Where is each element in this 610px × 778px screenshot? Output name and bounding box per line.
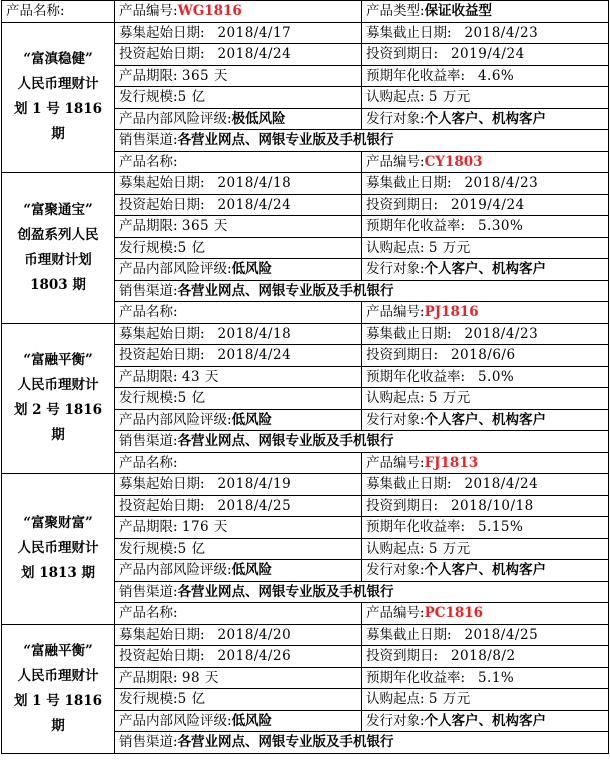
product-code-cell (362, 302, 609, 324)
yield-value: 5.1% (477, 669, 515, 686)
term-cell (115, 366, 362, 388)
yield-label: 预期年化收益率: (366, 669, 466, 686)
product-row (2, 624, 609, 646)
raise-end-value: 2018/4/23 (464, 175, 539, 192)
channel-label: 销售渠道: (119, 583, 178, 600)
term-label: 产品期限: (119, 67, 178, 84)
scale-value: 5 亿 (177, 390, 206, 407)
code-value: FJ1813 (424, 454, 479, 471)
min-purchase-cell (362, 689, 609, 711)
risk-level-label: 产品内部风险评级: (119, 712, 232, 729)
min-purchase-label: 认购起点: (366, 239, 425, 256)
scale-value: 5 亿 (177, 89, 206, 106)
product-code-label: 产品编号: (366, 605, 425, 622)
product-name-label: 产品名称: (119, 454, 178, 471)
scale-label: 发行规模: (119, 390, 178, 407)
scale-value: 5 亿 (177, 691, 206, 708)
product-name-cell (2, 173, 115, 324)
raise-start-value: 2018/4/18 (217, 175, 292, 192)
raise-start-cell (115, 624, 362, 646)
raise-end-label: 募集截止日期: (366, 24, 452, 41)
scale-label: 发行规模: (119, 540, 178, 557)
product-name-label: 产品名称: (119, 304, 178, 321)
risk-level-label: 产品内部风险评级: (119, 562, 232, 579)
raise-start-value: 2018/4/20 (217, 626, 292, 643)
product-row (2, 173, 609, 195)
min-purchase-label: 认购起点: (366, 540, 425, 557)
min-purchase-label: 认购起点: (366, 390, 425, 407)
term-value: 365 天 (181, 67, 228, 84)
raise-end-label: 募集截止日期: (366, 626, 452, 643)
product-name-line: 人民币理财计 (17, 76, 99, 93)
term-value: 176 天 (181, 519, 228, 536)
target-cell (362, 710, 609, 732)
raise-end-label: 募集截止日期: (366, 325, 452, 342)
min-purchase-value: 5 万元 (428, 239, 471, 256)
product-name-line: “富聚通宝” (23, 201, 93, 218)
invest-end-cell (362, 194, 609, 216)
product-name-line: 划 1813 期 (21, 565, 95, 582)
invest-start-label: 投资起始日期: (119, 347, 205, 364)
raise-start-value: 2018/4/17 (217, 24, 292, 41)
invest-start-cell (115, 495, 362, 517)
raise-start-label: 募集起始日期: (119, 476, 205, 493)
invest-end-value: 2018/10/18 (450, 497, 534, 514)
product-name-cell (2, 624, 115, 753)
target-value: 个人客户、机构客户 (424, 110, 547, 127)
channel-label: 销售渠道: (119, 282, 178, 299)
target-label: 发行对象: (366, 712, 425, 729)
yield-value: 4.6% (477, 67, 515, 84)
invest-start-label: 投资起始日期: (119, 497, 205, 514)
product-name-line: “富聚财富” (23, 515, 93, 532)
yield-label: 预期年化收益率: (366, 368, 466, 385)
product-code-cell (115, 1, 362, 23)
scale-label: 发行规模: (119, 239, 178, 256)
min-purchase-value: 5 万元 (428, 390, 471, 407)
term-label: 产品期限: (119, 368, 178, 385)
term-label: 产品期限: (119, 519, 178, 536)
product-name-line: 划 1 号 1816 期 (13, 101, 103, 143)
invest-start-cell (115, 194, 362, 216)
raise-end-label: 募集截止日期: (366, 476, 452, 493)
target-label: 发行对象: (366, 261, 425, 278)
target-value: 个人客户、机构客户 (424, 411, 547, 428)
yield-cell (362, 216, 609, 238)
invest-end-cell (362, 345, 609, 367)
product-name-cell (2, 474, 115, 625)
raise-end-value: 2018/4/24 (464, 476, 539, 493)
raise-start-cell (115, 22, 362, 44)
yield-label: 预期年化收益率: (366, 519, 466, 536)
target-value: 个人客户、机构客户 (424, 261, 547, 278)
product-name-label-cell (2, 1, 115, 23)
term-cell (115, 517, 362, 539)
raise-start-value: 2018/4/18 (217, 325, 292, 342)
invest-start-value: 2018/4/26 (217, 648, 292, 665)
yield-value: 5.0% (477, 368, 515, 385)
invest-end-label: 投资到期日: (366, 347, 439, 364)
min-purchase-value: 5 万元 (428, 540, 471, 557)
term-cell (115, 65, 362, 87)
term-label: 产品期限: (119, 669, 178, 686)
raise-end-cell (362, 624, 609, 646)
raise-start-value: 2018/4/19 (217, 476, 292, 493)
yield-cell (362, 667, 609, 689)
product-name-label: 产品名称: (6, 3, 65, 20)
risk-level-value: 低风险 (231, 562, 273, 579)
product-code-label: 产品编号: (119, 3, 178, 20)
min-purchase-cell (362, 388, 609, 410)
target-label: 发行对象: (366, 411, 425, 428)
product-code-label: 产品编号: (366, 304, 425, 321)
channel-cell (115, 431, 609, 453)
min-purchase-cell (362, 538, 609, 560)
channel-value: 各营业网点、网银专业版及手机银行 (177, 132, 394, 149)
raise-end-value: 2018/4/23 (464, 24, 539, 41)
product-name-label-cell (115, 452, 362, 474)
risk-level-cell (115, 560, 362, 582)
yield-cell (362, 366, 609, 388)
target-label: 发行对象: (366, 562, 425, 579)
term-value: 98 天 (181, 669, 219, 686)
code-value: PJ1816 (424, 304, 479, 321)
raise-end-cell (362, 173, 609, 195)
channel-cell (115, 280, 609, 302)
invest-start-cell (115, 646, 362, 668)
risk-level-value: 低风险 (231, 411, 273, 428)
channel-cell (115, 130, 609, 152)
raise-end-cell (362, 22, 609, 44)
scale-label: 发行规模: (119, 89, 178, 106)
product-row (2, 323, 609, 345)
raise-start-cell (115, 323, 362, 345)
raise-start-label: 募集起始日期: (119, 325, 205, 342)
raise-end-cell (362, 323, 609, 345)
code-value: PC1816 (424, 605, 484, 622)
invest-end-label: 投资到期日: (366, 196, 439, 213)
invest-end-value: 2018/6/6 (450, 347, 516, 364)
product-name-line: 创盈系列人民 (17, 226, 99, 243)
invest-start-label: 投资起始日期: (119, 196, 205, 213)
target-value: 个人客户、机构客户 (424, 562, 547, 579)
product-row-header (2, 1, 609, 23)
product-name-label-cell (115, 151, 362, 173)
channel-value: 各营业网点、网银专业版及手机银行 (177, 734, 394, 751)
product-code-label: 产品编号: (366, 454, 425, 471)
product-name-line: 人民币理财计 (17, 667, 99, 684)
min-purchase-cell (362, 87, 609, 109)
risk-level-value: 极低风险 (231, 110, 286, 127)
invest-end-value: 2018/8/2 (450, 648, 516, 665)
invest-end-label: 投资到期日: (366, 648, 439, 665)
channel-value: 各营业网点、网银专业版及手机银行 (177, 583, 394, 600)
invest-end-label: 投资到期日: (366, 497, 439, 514)
risk-level-cell (115, 108, 362, 130)
channel-value: 各营业网点、网银专业版及手机银行 (177, 433, 394, 450)
invest-start-value: 2018/4/24 (217, 347, 292, 364)
product-name-line: 划 2 号 1816 期 (13, 402, 103, 444)
channel-cell (115, 732, 609, 754)
min-purchase-cell (362, 237, 609, 259)
target-cell (362, 108, 609, 130)
risk-level-label: 产品内部风险评级: (119, 110, 232, 127)
invest-end-cell (362, 44, 609, 66)
min-purchase-value: 5 万元 (428, 691, 471, 708)
raise-end-label: 募集截止日期: (366, 175, 452, 192)
product-name-label-cell (115, 302, 362, 324)
product-name-line: 1803 期 (30, 276, 86, 293)
raise-start-label: 募集起始日期: (119, 175, 205, 192)
invest-end-cell (362, 646, 609, 668)
invest-start-value: 2018/4/25 (217, 497, 292, 514)
target-value: 个人客户、机构客户 (424, 712, 547, 729)
product-name-line: 划 1 号 1816 期 (13, 692, 103, 734)
raise-start-label: 募集起始日期: (119, 626, 205, 643)
channel-label: 销售渠道: (119, 132, 178, 149)
yield-value: 5.30% (477, 218, 524, 235)
scale-cell (115, 237, 362, 259)
product-name-line: “富滇稳健” (23, 51, 93, 68)
product-name-line: 币理财计划 (24, 251, 92, 268)
risk-level-cell (115, 409, 362, 431)
term-cell (115, 216, 362, 238)
scale-label: 发行规模: (119, 691, 178, 708)
term-value: 365 天 (181, 218, 228, 235)
product-name-label: 产品名称: (119, 605, 178, 622)
invest-start-value: 2018/4/24 (217, 196, 292, 213)
product-code-cell (362, 151, 609, 173)
product-name-line: “富融平衡” (23, 642, 93, 659)
code-value: WG1816 (177, 3, 242, 20)
term-value: 43 天 (181, 368, 219, 385)
raise-start-label: 募集起始日期: (119, 24, 205, 41)
invest-start-value: 2018/4/24 (217, 46, 292, 63)
term-cell (115, 667, 362, 689)
product-type-cell (362, 1, 609, 23)
invest-start-label: 投资起始日期: (119, 648, 205, 665)
product-row (2, 474, 609, 496)
product-name-line: 人民币理财计 (17, 377, 99, 394)
product-code-cell (362, 452, 609, 474)
product-name-label-cell (115, 603, 362, 625)
channel-label: 销售渠道: (119, 433, 178, 450)
term-label: 产品期限: (119, 218, 178, 235)
type-value: 保证收益型 (424, 3, 493, 20)
risk-level-value: 低风险 (231, 261, 273, 278)
yield-cell (362, 65, 609, 87)
scale-value: 5 亿 (177, 239, 206, 256)
invest-end-value: 2019/4/24 (450, 196, 525, 213)
scale-cell (115, 689, 362, 711)
target-cell (362, 560, 609, 582)
product-code-label: 产品编号: (366, 153, 425, 170)
scale-cell (115, 87, 362, 109)
scale-cell (115, 388, 362, 410)
raise-start-cell (115, 474, 362, 496)
invest-start-cell (115, 44, 362, 66)
yield-value: 5.15% (477, 519, 524, 536)
product-code-cell (362, 603, 609, 625)
min-purchase-label: 认购起点: (366, 89, 425, 106)
channel-value: 各营业网点、网银专业版及手机银行 (177, 282, 394, 299)
risk-level-label: 产品内部风险评级: (119, 261, 232, 278)
invest-end-cell (362, 495, 609, 517)
product-row (2, 22, 609, 44)
min-purchase-label: 认购起点: (366, 691, 425, 708)
scale-cell (115, 538, 362, 560)
product-name-line: 人民币理财计 (17, 540, 99, 557)
raise-end-value: 2018/4/23 (464, 325, 539, 342)
product-table (1, 0, 609, 754)
invest-start-cell (115, 345, 362, 367)
product-type-label: 产品类型: (366, 3, 425, 20)
product-name-cell (2, 22, 115, 173)
yield-cell (362, 517, 609, 539)
target-cell (362, 259, 609, 281)
target-label: 发行对象: (366, 110, 425, 127)
risk-level-label: 产品内部风险评级: (119, 411, 232, 428)
invest-end-value: 2019/4/24 (450, 46, 525, 63)
risk-level-cell (115, 710, 362, 732)
product-name-line: “富融平衡” (23, 352, 93, 369)
raise-end-cell (362, 474, 609, 496)
channel-cell (115, 581, 609, 603)
risk-level-value: 低风险 (231, 712, 273, 729)
invest-start-label: 投资起始日期: (119, 46, 205, 63)
yield-label: 预期年化收益率: (366, 67, 466, 84)
yield-label: 预期年化收益率: (366, 218, 466, 235)
product-name-cell (2, 323, 115, 474)
raise-end-value: 2018/4/25 (464, 626, 539, 643)
raise-start-cell (115, 173, 362, 195)
channel-label: 销售渠道: (119, 734, 178, 751)
scale-value: 5 亿 (177, 540, 206, 557)
code-value: CY1803 (424, 153, 483, 170)
product-name-label: 产品名称: (119, 153, 178, 170)
min-purchase-value: 5 万元 (428, 89, 471, 106)
invest-end-label: 投资到期日: (366, 46, 439, 63)
risk-level-cell (115, 259, 362, 281)
target-cell (362, 409, 609, 431)
